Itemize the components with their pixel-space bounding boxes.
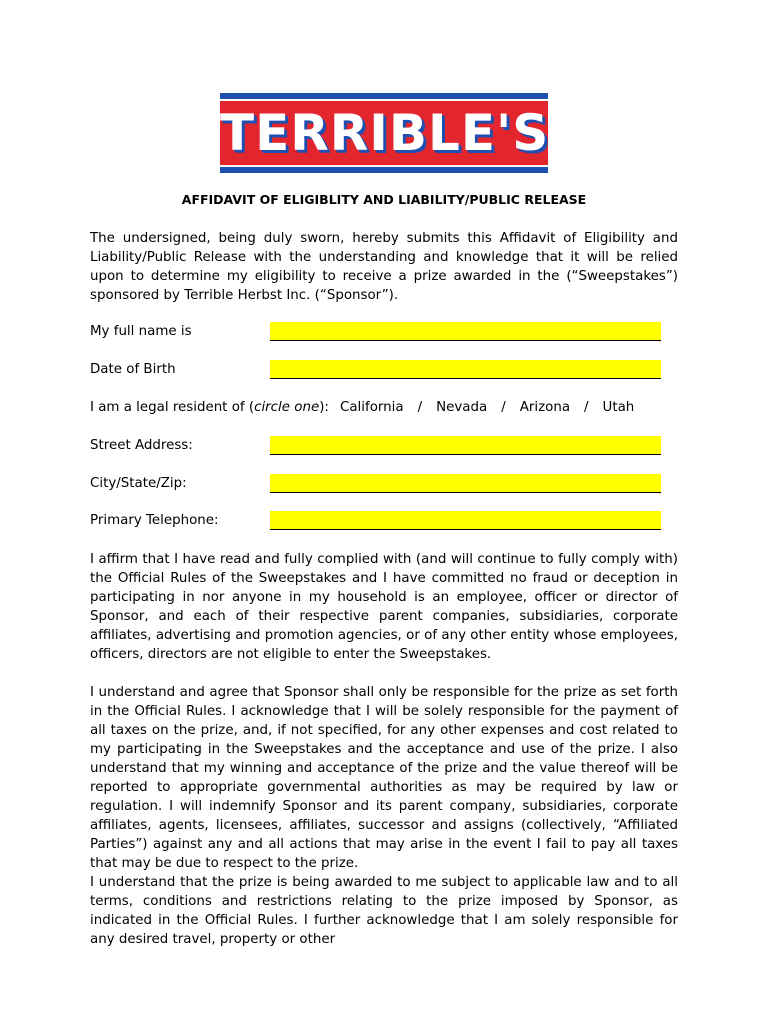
street-field[interactable] [270,436,661,455]
residency-label: I am a legal resident of (circle one): [90,400,329,415]
city-row [90,474,690,494]
taxes-paragraph: I understand and agree that Sponsor shall only be responsible for the prize as set forth in the Official Rules. I acknowledge that I will be solely responsible for the payment of all taxes on the prize, and, if not specified, for any other expenses and cost related to my participating in the Sweepstakes and the acceptance and use of the prize. I also understand that my winning and acceptance of the prize and the value thereof will be reported to appropriate governmental authorities as may be required by law or regulation. I will indemnify Sponsor and its parent company, subsidiaries, corporate affiliates, agents, licensees, affiliates, successor and assigns (collectively, “Affiliated Parties”) against any and all actions that may arise in the event I fail to pay all taxes that may be due to respect to the prize. [90,685,678,871]
full-name-field[interactable] [270,322,661,341]
intro-paragraph: The undersigned, being duly sworn, hereby submits this Affidavit of Eligibility and Liability/Public Release with the understanding and knowledge that it will be relied upon to determine my eligibility to receive a prize awarded in the (“Sweepstakes”) sponsored by Terrible Herbst Inc. (“Sponsor”). [90,231,678,303]
residency-options [340,398,634,418]
dob-label: Date of Birth [90,362,176,377]
terribles-logo [220,93,548,175]
state-option-california[interactable]: California [340,400,404,415]
residency-row [90,398,690,418]
logo-wordmark: TERRIBLE'S [220,104,550,162]
full-name-label: My full name is [90,324,192,339]
state-option-utah[interactable]: Utah [602,400,635,415]
logo-bottom-stripe [220,167,548,173]
state-option-arizona[interactable]: Arizona [519,400,571,415]
dob-row [90,360,690,380]
prize-terms-paragraph: I understand that the prize is being awarded to me subject to applicable law and to all terms, conditions and restrictions relating to the prize imposed by Sponsor, as indicated in the Official Rules. I further acknowledge that I am solely responsible for any desired travel, property or other [90,875,678,947]
full-name-row [90,322,690,342]
street-row [90,436,690,456]
phone-row [90,511,690,531]
city-label: City/State/Zip: [90,476,187,491]
street-label: Street Address: [90,438,193,453]
option-separator: / [501,400,506,415]
document-title: AFFIDAVIT OF ELIGIBLITY AND LIABILITY/PUBLIC RELEASE [181,192,587,207]
phone-field[interactable] [270,511,661,530]
option-separator: / [584,400,589,415]
option-separator: / [417,400,423,415]
city-field[interactable] [270,474,661,493]
dob-field[interactable] [270,360,661,379]
logo-top-stripe [220,93,548,99]
affirmation-paragraph: I affirm that I have read and fully complied with (and will continue to fully comply with) the Official Rules of the Sweepstakes and I have committed no fraud or deception in participating in nor anyone in my household is an employee, officer or director of Sponsor, and each of their respective parent companies, subsidiaries, corporate affiliates, advertising and promotion agencies, or of any other entity whose employees, officers, directors are not eligible to enter the Sweepstakes. [90,552,678,662]
state-option-nevada[interactable]: Nevada [436,400,488,415]
phone-label: Primary Telephone: [90,513,219,528]
